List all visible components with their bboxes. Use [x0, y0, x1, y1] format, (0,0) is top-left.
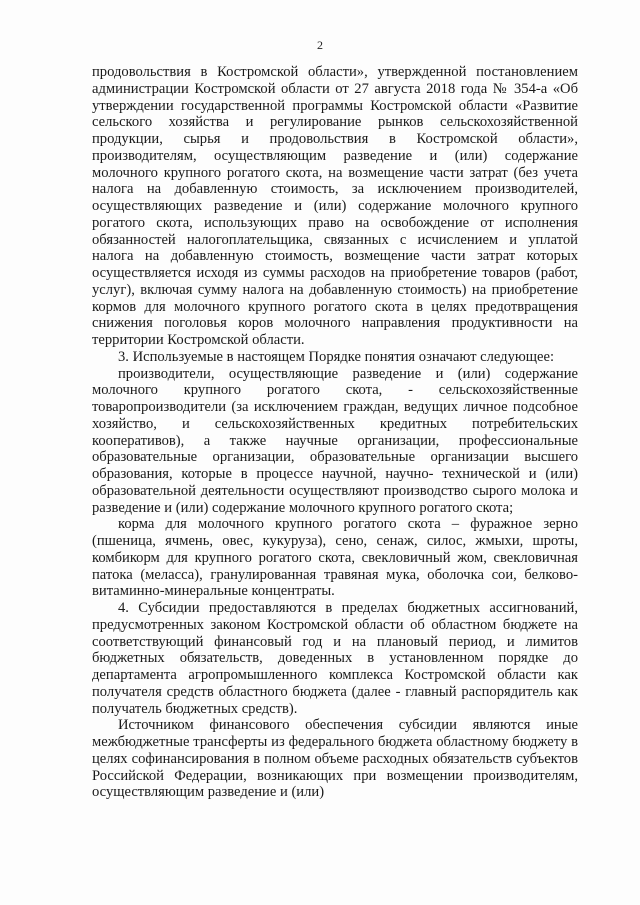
- page-number: 2: [317, 38, 323, 52]
- document-body: [92, 64, 578, 801]
- paragraph: Источником финансового обеспечения субсидии являются иные межбюджетные трансферты из федерального бюджета областному бюджету в целях софинансирования в полном объеме расходных обязательств субъектов Российской Федерации, возникающих при возмещении производителям, осуществляющим разведение и (или): [92, 717, 578, 801]
- paragraph: корма для молочного крупного рогатого скота – фуражное зерно (пшеница, ячмень, овес, кукуруза), сено, сенаж, силос, жмыхи, шроты, комбикорм для крупного рогатого скота, свекловичный жом, свекловичная патока (меласса), гранулированная травяная мука, оболочка сои, белково-витаминно-минеральные концентраты.: [92, 516, 578, 600]
- paragraph: продовольствия в Костромской области», утвержденной постановлением администрации Костромской области от 27 августа 2018 года № 354-а «Об утверждении государственной программы Костромской области «Развитие сельского хозяйства и регулирование рынков сельскохозяйственной продукции, сырья и продовольствия в Костромской области», производителям, осуществляющим разведение и (или) содержание молочного крупного рогатого скота, на возмещение части затрат (без учета налога на добавленную стоимость, за исключением производителей, осуществляющих разведение и (или) содержание молочного крупного рогатого скота, использующих право на освобождение от исполнения обязанностей налогоплательщика, связанных с исчислением и уплатой налога на добавленную стоимость, возмещение части затрат которых осуществляется исходя из суммы расходов на приобретение товаров (работ, услуг), включая сумму налога на добавленную стоимость) на приобретение кормов для молочного крупного рогатого скота в целях предотвращения снижения поголовья коров молочного направления продуктивности на территории Костромской области.: [92, 64, 578, 348]
- paragraph: 3. Используемые в настоящем Порядке понятия означают следующее:: [118, 348, 555, 365]
- paragraph: производители, осуществляющие разведение и (или) содержание молочного крупного рогатого скота, - сельскохозяйственные товаропроизводители (за исключением граждан, ведущих личное подсобное хозяйство, и сельскохозяйственных кредитных потребительских кооперативов), а также научные организации, профессиональные образовательные организации, образовательные организации высшего образования, которые в процессе научной, научно- технической и (или) образовательной деятельности осуществляют производство сырого молока и разведение и (или) содержание молочного крупного рогатого скота;: [92, 365, 578, 516]
- paragraph: 4. Субсидии предоставляются в пределах бюджетных ассигнований, предусмотренных законом Костромской области об областном бюджете на соответствующий финансовый год и на плановый период, и лимитов бюджетных обязательств, доведенных в установленном порядке до департамента агропромышленного комплекса Костромской области как получателя средств областного бюджета (далее - главный распорядитель как получатель бюджетных средств).: [92, 600, 578, 717]
